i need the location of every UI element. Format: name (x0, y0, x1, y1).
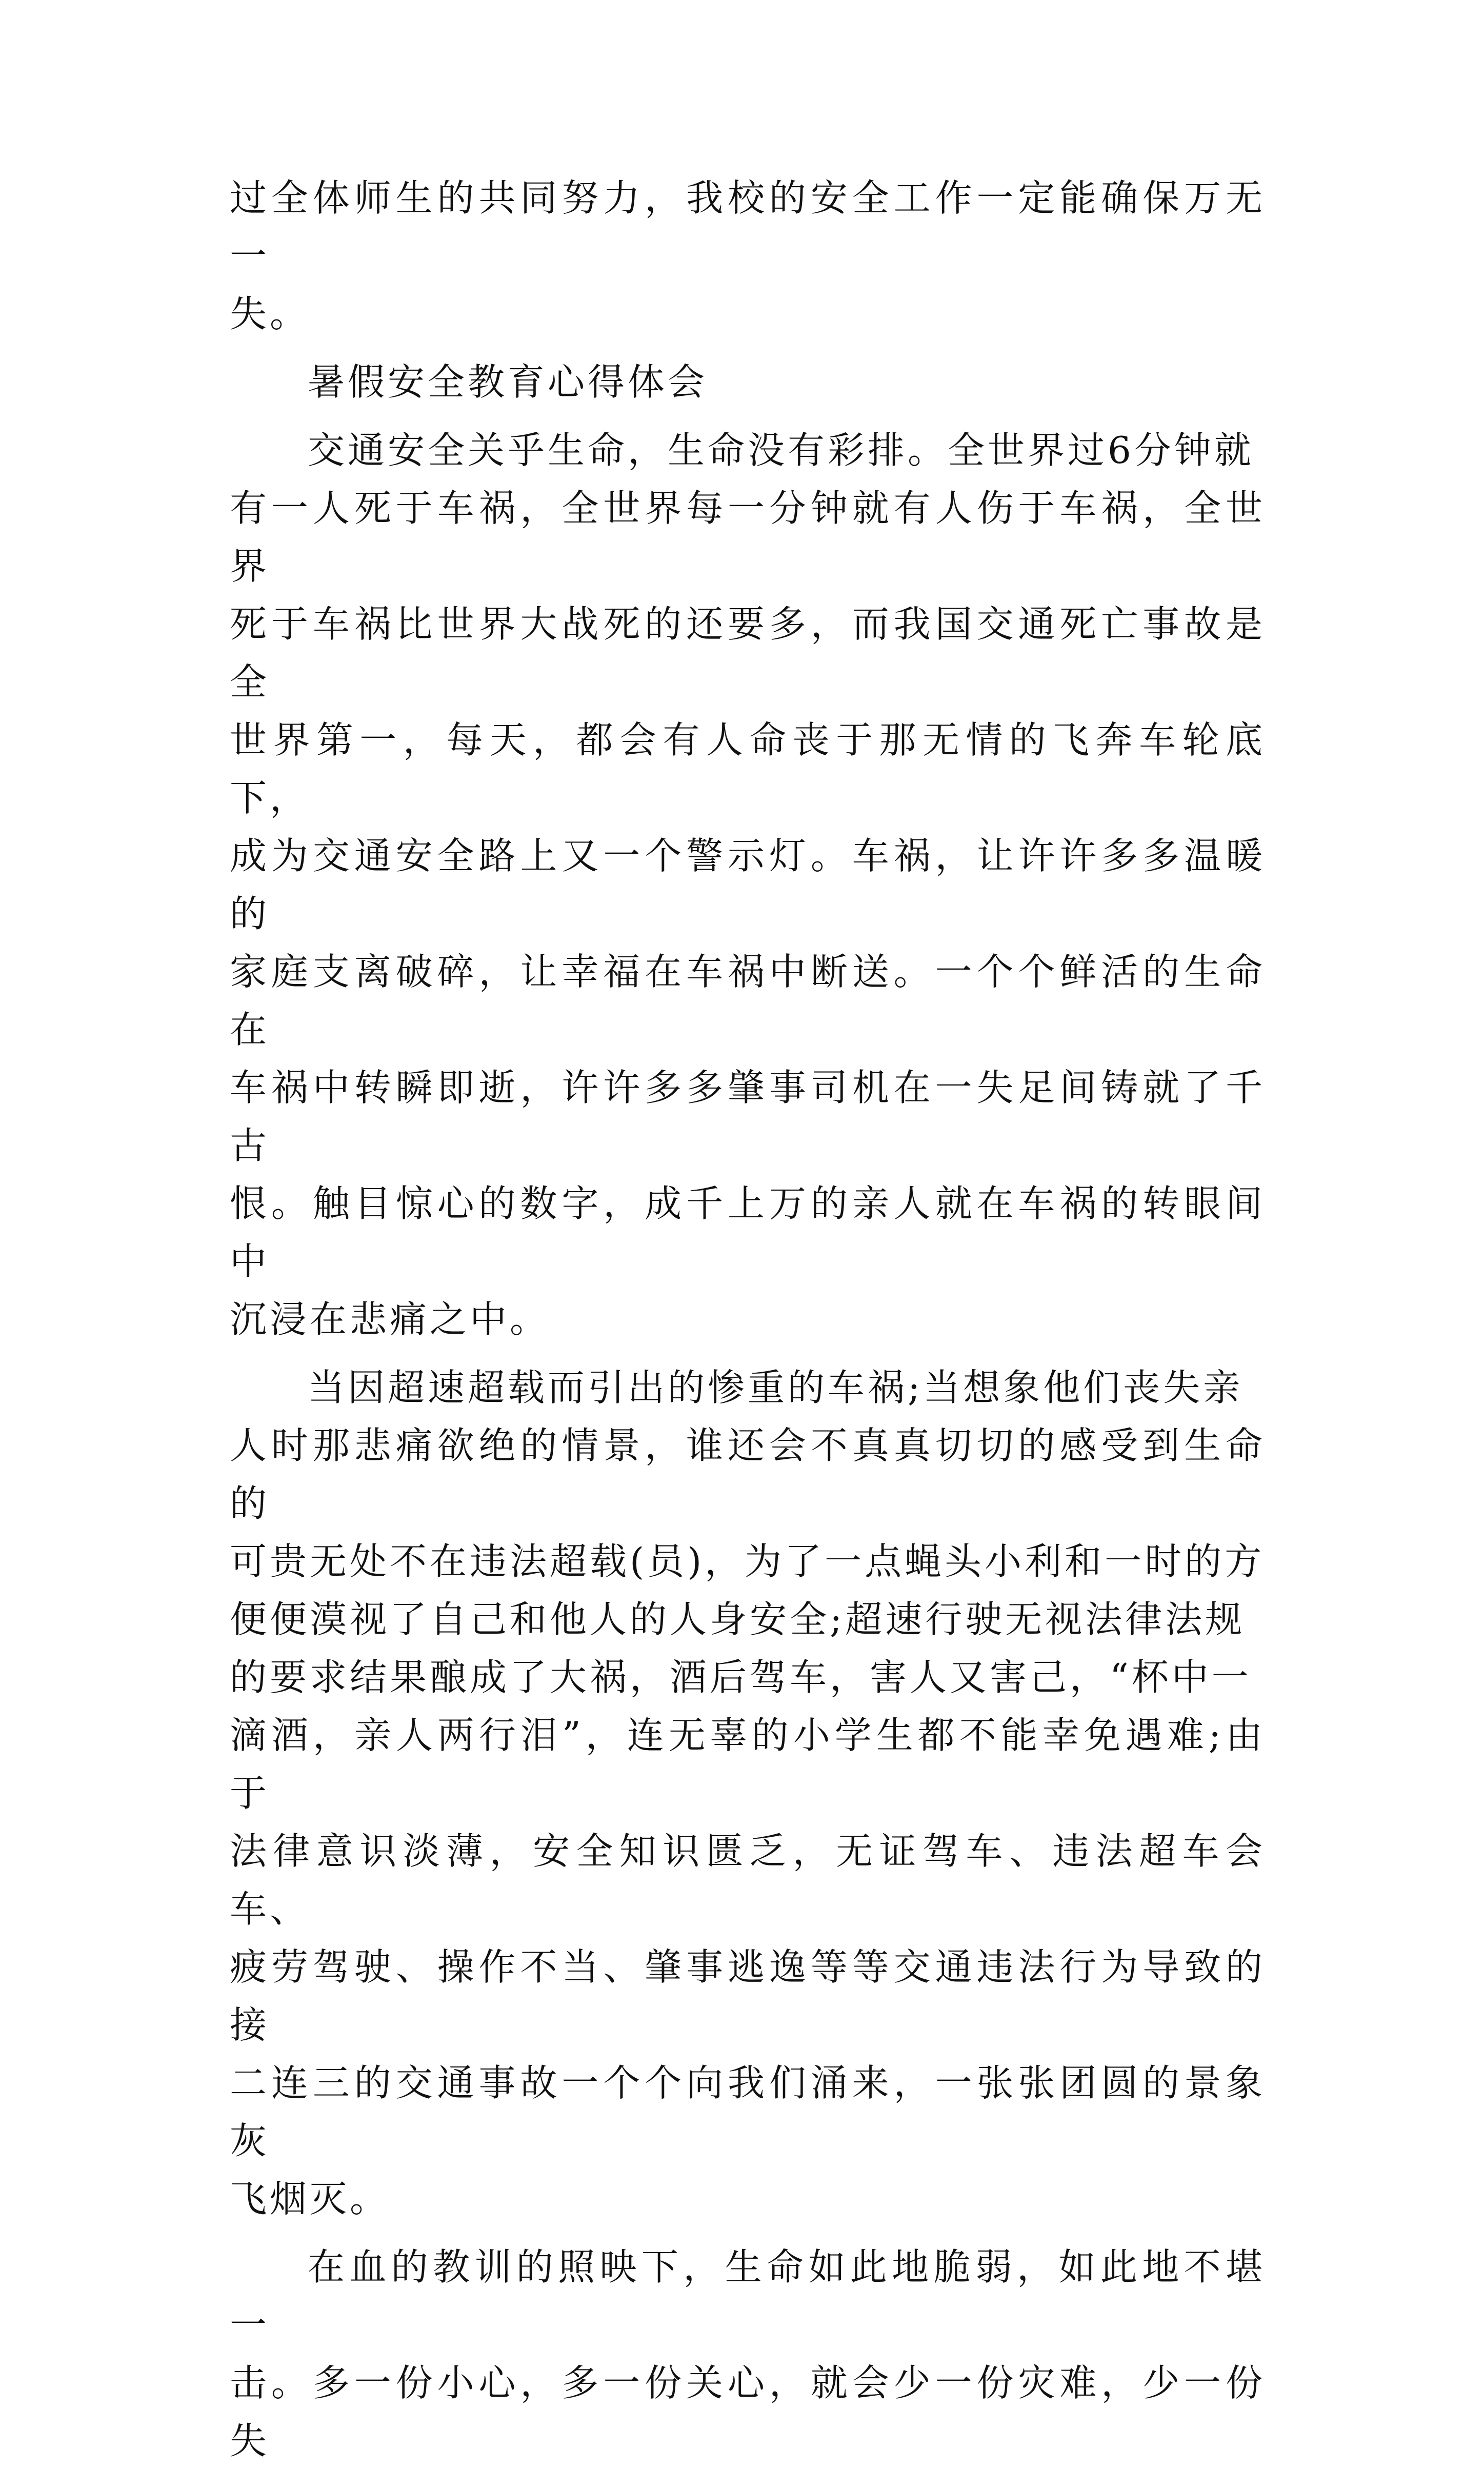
text-line: 疲劳驾驶、操作不当、肇事逃逸等等交通违法行为导致的接 (230, 1945, 1266, 2046)
text-line: 二连三的交通事故一个个向我们涌来，一张张团圆的景象灰 (230, 2061, 1266, 2162)
paragraph-lessons (230, 2238, 1266, 2470)
text-line: 沉浸在悲痛之中。 (230, 1298, 550, 1341)
text-line: 飞烟灭。 (230, 2177, 390, 2220)
paragraph-continuation (230, 169, 1266, 343)
document-body (230, 169, 1266, 2470)
text-line: 交通安全关乎生命，生命没有彩排。全世界过6分钟就 (308, 429, 1254, 472)
text-line: 有一人死于车祸，全世界每一分钟就有人伤于车祸，全世界 (230, 487, 1266, 588)
text-line: 恨。触目惊心的数字，成千上万的亲人就在车祸的转眼间中 (230, 1182, 1266, 1283)
text-line: 滴酒，亲人两行泪”，连无辜的小学生都不能幸免遇难;由于 (230, 1714, 1266, 1815)
text-line: 当因超速超载而引出的惨重的车祸;当想象他们丧失亲 (308, 1366, 1244, 1409)
text-line: 便便漠视了自己和他人的人身安全;超速行驶无视法律法规 (230, 1598, 1246, 1641)
text-line: 法律意识淡薄，安全知识匮乏，无证驾车、违法超车会车、 (230, 1830, 1266, 1931)
text-line: 失。 (230, 292, 310, 335)
text-line: 过全体师生的共同努力，我校的安全工作一定能确保万无一 (230, 176, 1266, 277)
text-line: 成为交通安全路上又一个警示灯。车祸，让许许多多温暖的 (230, 834, 1266, 935)
text-line: 车祸中转瞬即逝，许许多多肇事司机在一失足间铸就了千古 (230, 1066, 1266, 1167)
heading-text: 暑假安全教育心得体会 (308, 360, 708, 404)
text-line: 人时那悲痛欲绝的情景，谁还会不真真切切的感受到生命的 (230, 1424, 1266, 1525)
text-line: 击。多一份小心，多一份关心，就会少一份灾难，少一份失 (230, 2361, 1266, 2462)
section-heading (230, 353, 1266, 411)
paragraph-traffic-safety (230, 421, 1266, 1349)
text-line: 可贵无处不在违法超载(员)，为了一点蝇头小利和一时的方 (230, 1540, 1265, 1583)
text-line: 世界第一，每天，都会有人命丧于那无情的飞奔车轮底下， (230, 718, 1266, 819)
text-line: 家庭支离破碎，让幸福在车祸中断送。一个个鲜活的生命在 (230, 950, 1266, 1051)
text-line: 在血的教训的照映下，生命如此地脆弱，如此地不堪一 (230, 2245, 1266, 2346)
text-line: 死于车祸比世界大战死的还要多，而我国交通死亡事故是全 (230, 603, 1266, 704)
paragraph-speeding (230, 1359, 1266, 2228)
text-line: 的要求结果酿成了大祸，酒后驾车，害人又害己，“杯中一 (230, 1656, 1252, 1699)
